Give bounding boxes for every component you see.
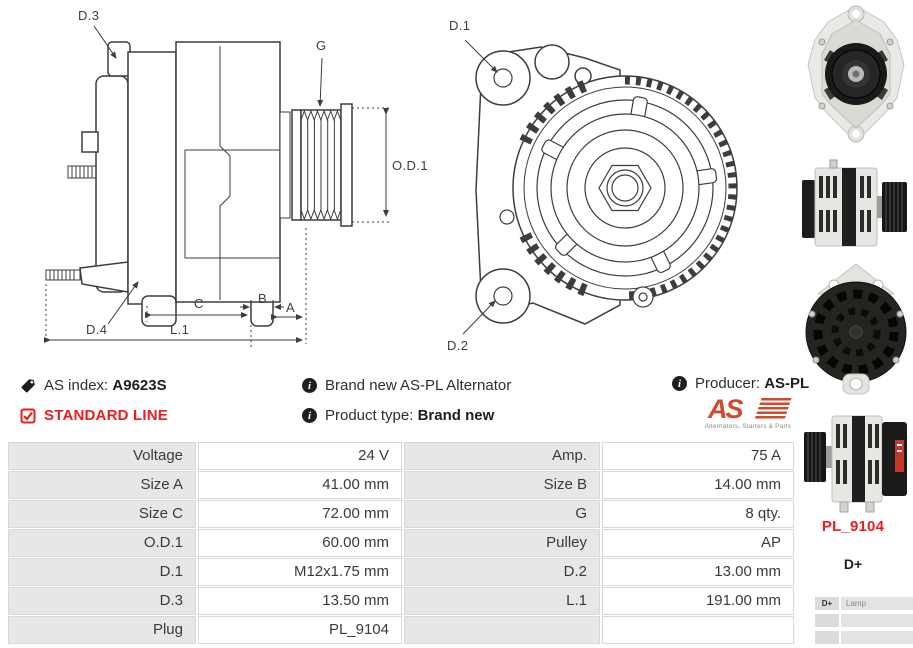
- pinout-function: Lamp: [841, 597, 913, 610]
- spec-value: M12x1.75 mm: [198, 558, 402, 586]
- info-icon: [302, 378, 317, 393]
- brand-new-text: Brand new AS-PL Alternator: [325, 377, 512, 394]
- product-photo-rear: [800, 262, 913, 397]
- spec-value: 24 V: [198, 442, 402, 470]
- as-pl-logo: [700, 394, 796, 434]
- spec-value: 14.00 mm: [602, 471, 794, 499]
- as-index-label: AS index:: [44, 377, 109, 394]
- as-pl-logo-stripes: [754, 398, 791, 420]
- spec-value: 41.00 mm: [198, 471, 402, 499]
- spec-label: O.D.1: [8, 529, 196, 557]
- product-photo-front: [800, 2, 913, 150]
- product-photo-side-right: [800, 152, 913, 260]
- spec-table: [8, 442, 794, 644]
- side-view-technical-drawing: [30, 0, 450, 365]
- dim-label-d4: D.4: [86, 322, 108, 337]
- brand-new-row: [302, 377, 511, 394]
- spec-label: D.3: [8, 587, 196, 615]
- spec-label: Pulley: [404, 529, 600, 557]
- spec-value: 75 A: [602, 442, 794, 470]
- info-icon: [302, 408, 317, 423]
- as-pl-logo-tagline: Alternators, Starters & Parts: [704, 423, 792, 430]
- spec-label: Plug: [8, 616, 196, 644]
- pinout-function: [841, 614, 913, 627]
- as-index-row: [20, 377, 167, 394]
- product-type-row: [302, 407, 494, 424]
- spec-label: L.1: [404, 587, 600, 615]
- spec-value: 13.00 mm: [602, 558, 794, 586]
- pinout-function: [841, 631, 913, 644]
- spec-label: Size A: [8, 471, 196, 499]
- spec-label: D.2: [404, 558, 600, 586]
- dim-label-od1: O.D.1: [392, 158, 428, 173]
- spec-value: PL_9104: [198, 616, 402, 644]
- as-pl-logo-text: AS: [708, 394, 742, 424]
- standard-line-row: [20, 407, 168, 424]
- spec-label: Voltage: [8, 442, 196, 470]
- spec-label: [404, 616, 600, 644]
- dim-label-g: G: [316, 38, 327, 53]
- pinout-pin: [815, 631, 839, 644]
- pinout-pin: D+: [815, 597, 839, 610]
- spec-label: Amp.: [404, 442, 600, 470]
- dim-label-b: B: [258, 291, 268, 306]
- product-photo-side-left: [800, 398, 913, 518]
- as-index-value: A9623S: [112, 377, 167, 394]
- spec-value: 60.00 mm: [198, 529, 402, 557]
- plug-pinout-table: [815, 597, 913, 644]
- standard-line-label: STANDARD LINE: [44, 407, 168, 424]
- spec-value: 191.00 mm: [602, 587, 794, 615]
- spec-value: 13.50 mm: [198, 587, 402, 615]
- spec-label: D.1: [8, 558, 196, 586]
- spec-label: Size B: [404, 471, 600, 499]
- product-type-value: Brand new: [417, 407, 495, 424]
- pinout-pin: [815, 614, 839, 627]
- spec-label: G: [404, 500, 600, 528]
- checkbox-checked-icon: [20, 408, 36, 424]
- front-view-technical-drawing: [435, 0, 775, 365]
- producer-value: AS-PL: [764, 375, 810, 392]
- dim-label-l1: L.1: [170, 322, 190, 337]
- terminal-label: D+: [843, 556, 863, 572]
- dim-label-a: A: [286, 300, 296, 315]
- dim-label-d1: D.1: [449, 18, 471, 33]
- dim-label-d3: D.3: [78, 8, 100, 23]
- spec-value: AP: [602, 529, 794, 557]
- spec-label: Size C: [8, 500, 196, 528]
- dim-label-d2: D.2: [447, 338, 469, 353]
- dim-label-c: C: [194, 296, 204, 311]
- spec-value: 8 qty.: [602, 500, 794, 528]
- product-type-label: Product type:: [325, 407, 414, 424]
- producer-label: Producer:: [695, 375, 761, 392]
- producer-row: [672, 375, 809, 392]
- tag-icon: [20, 378, 36, 394]
- spec-value: [602, 616, 794, 644]
- plug-code: PL_9104: [821, 518, 885, 535]
- spec-value: 72.00 mm: [198, 500, 402, 528]
- info-icon: [672, 376, 687, 391]
